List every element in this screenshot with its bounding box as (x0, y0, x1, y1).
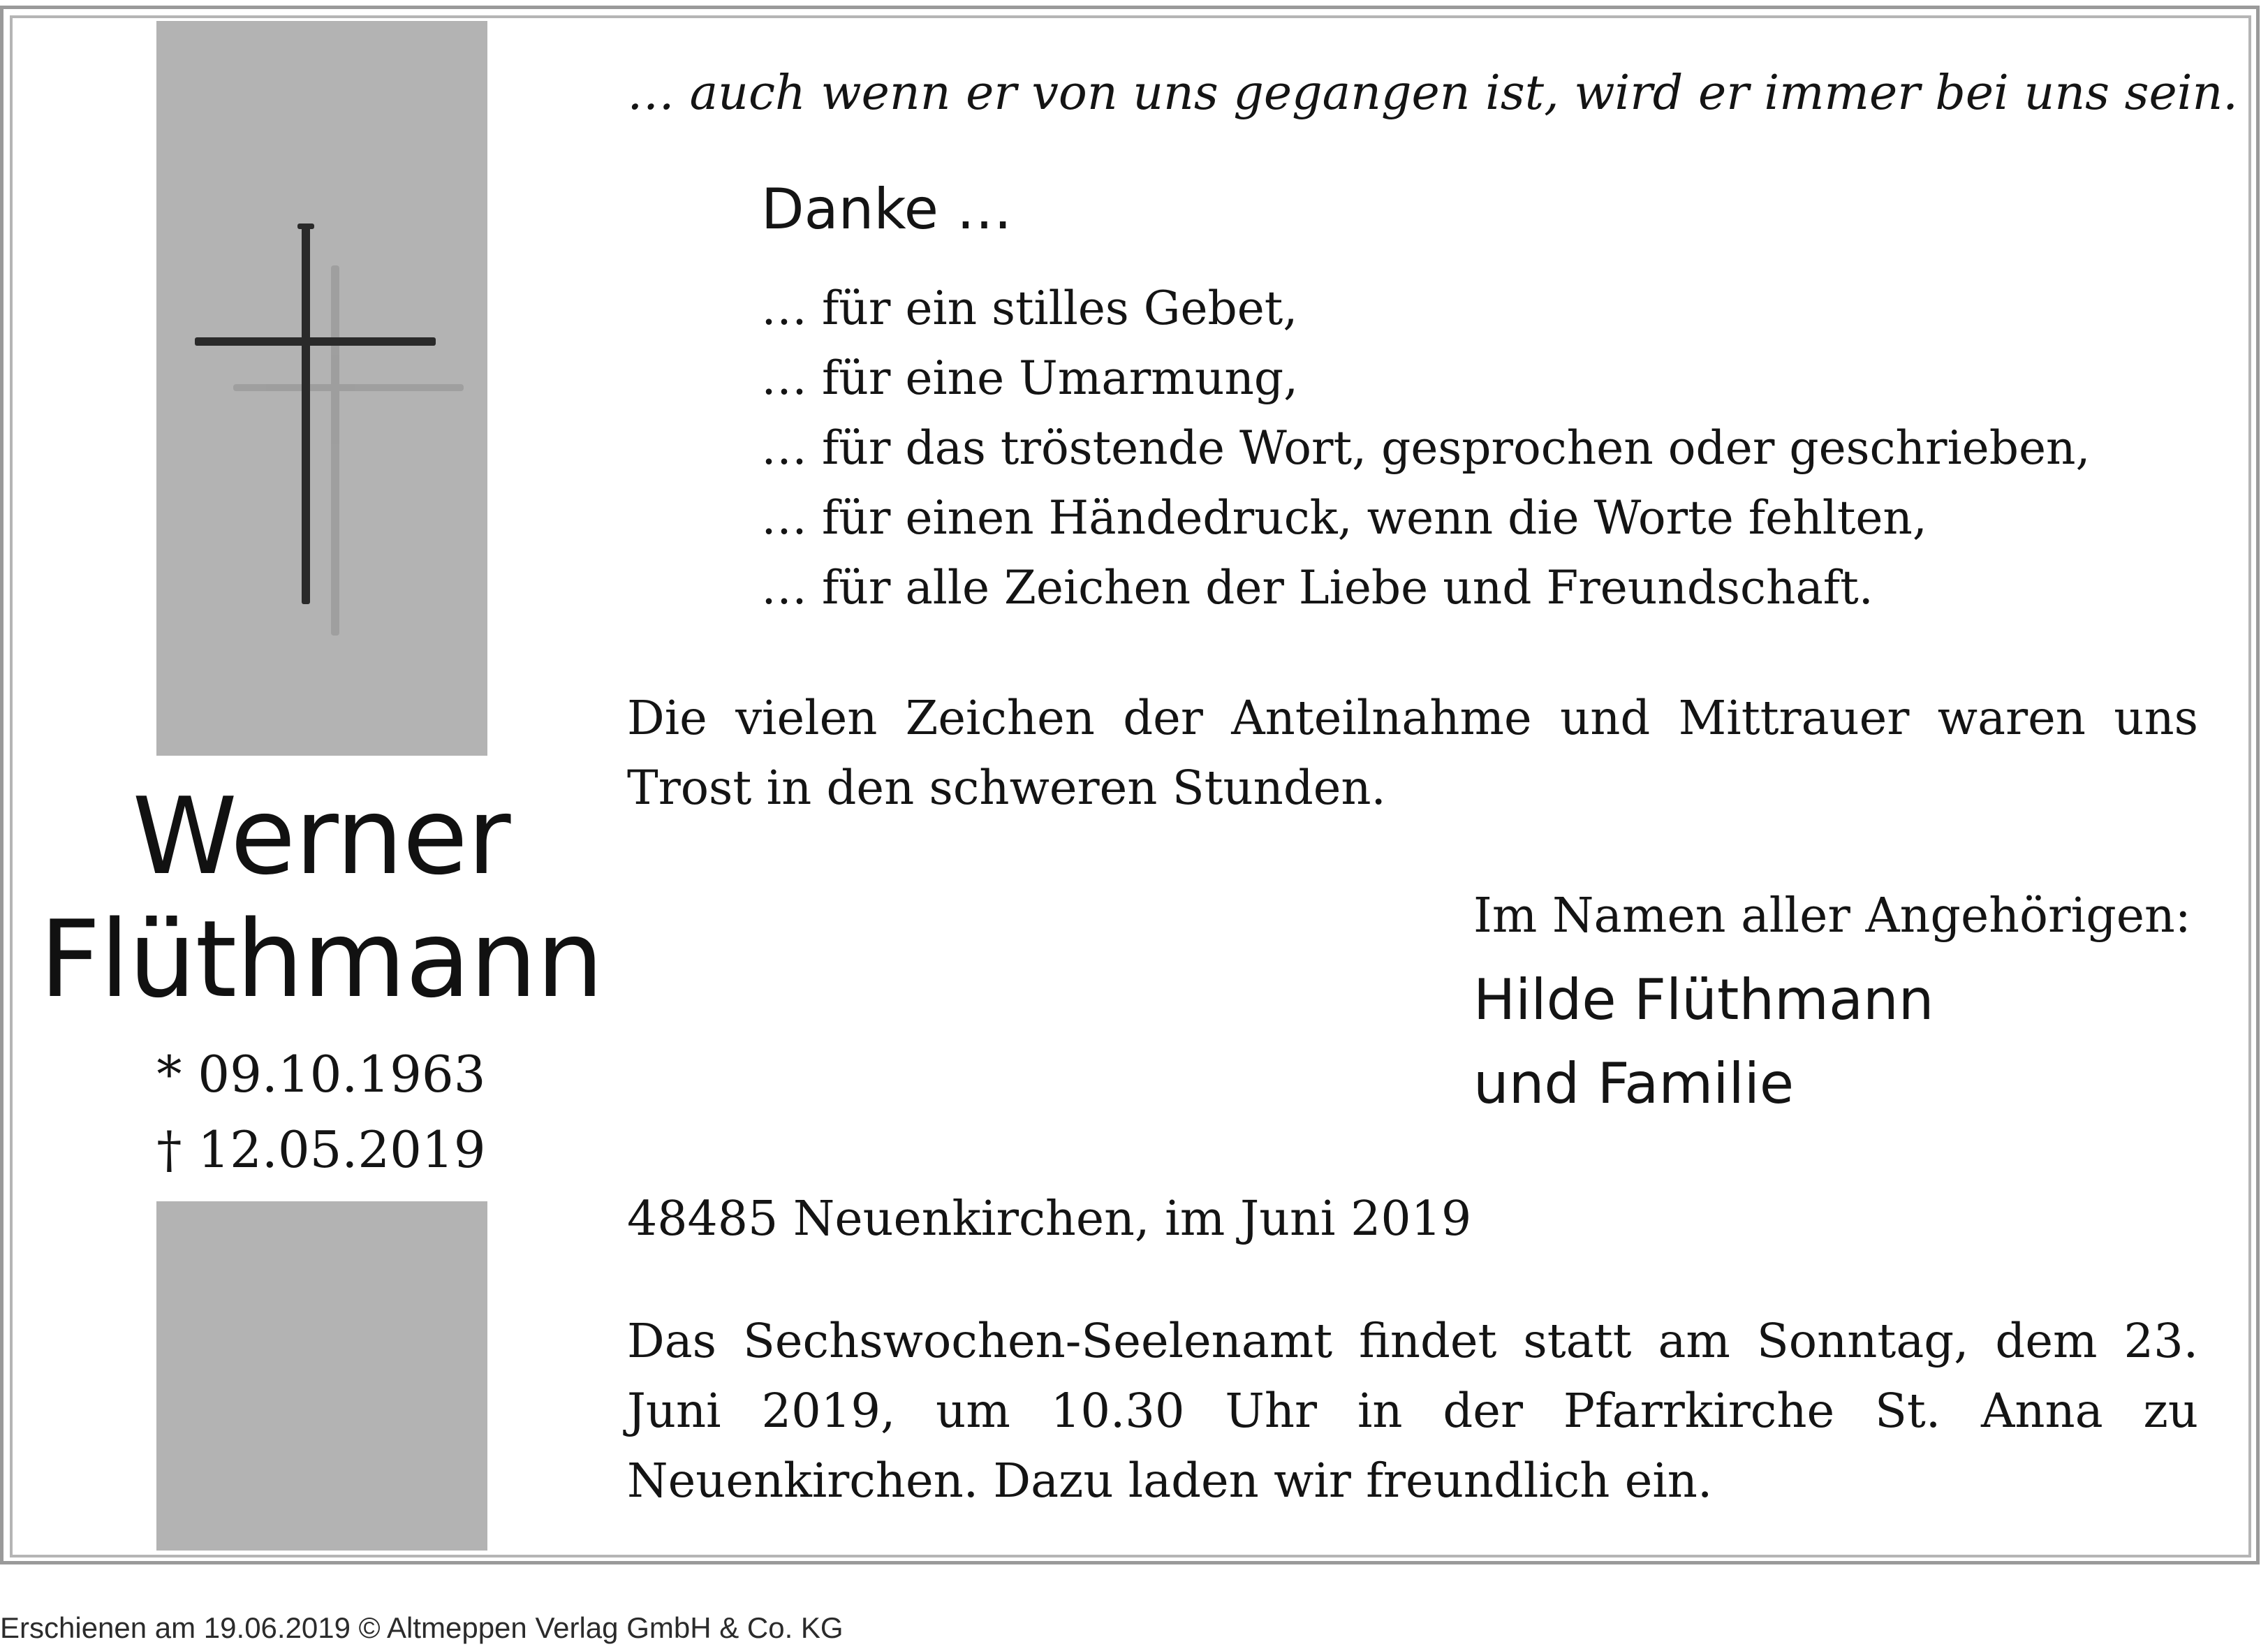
service-announcement: Das Sechswochen-Seelenamt findet statt am Sonntag, dem 23. Juni 2019, um 10.30 Uhr in der Pfarrkirche St. Anna zu Neuenkirchen. Dazu laden wir freundlich ein. (627, 1314, 2198, 1508)
deceased-first-name: Werner (132, 775, 510, 898)
thanks-line: … für das tröstende Wort, gesprochen oder geschrieben, (761, 421, 2091, 475)
birth-date: * 09.10.1963 (156, 1045, 486, 1104)
publication-footer: Erschienen am 19.06.2019 © Altmeppen Verlag GmbH & Co. KG (0, 1611, 844, 1644)
signoff-family: und Familie (1473, 1051, 1795, 1116)
thanks-line: … für eine Umarmung, (761, 351, 1299, 405)
thanks-title: Danke … (761, 177, 1012, 242)
death-date: † 12.05.2019 (156, 1120, 486, 1179)
thanks-line: … für einen Händedruck, wenn die Worte fehlten, (761, 491, 1927, 545)
decorative-strip-bottom (156, 1201, 487, 1551)
thanks-line: … für ein stilles Gebet, (761, 281, 1298, 335)
cross-icon (156, 21, 487, 756)
place-date: 48485 Neuenkirchen, im Juni 2019 (627, 1192, 1472, 1247)
epigraph: … auch wenn er von uns gegangen ist, wird er immer bei uns sein. (627, 66, 2238, 121)
deceased-last-name: Flüthmann (39, 897, 603, 1021)
thanks-list (761, 274, 2091, 623)
signoff-intro: Im Namen aller Angehörigen: (1473, 888, 2191, 944)
thanks-line: … für alle Zeichen der Liebe und Freundschaft. (761, 561, 1873, 615)
condolence-paragraph: Die vielen Zeichen der Anteilnahme und Mittrauer waren uns Trost in den schweren Stunden. (627, 691, 2198, 815)
signoff-name: Hilde Flüthmann (1473, 967, 1934, 1032)
